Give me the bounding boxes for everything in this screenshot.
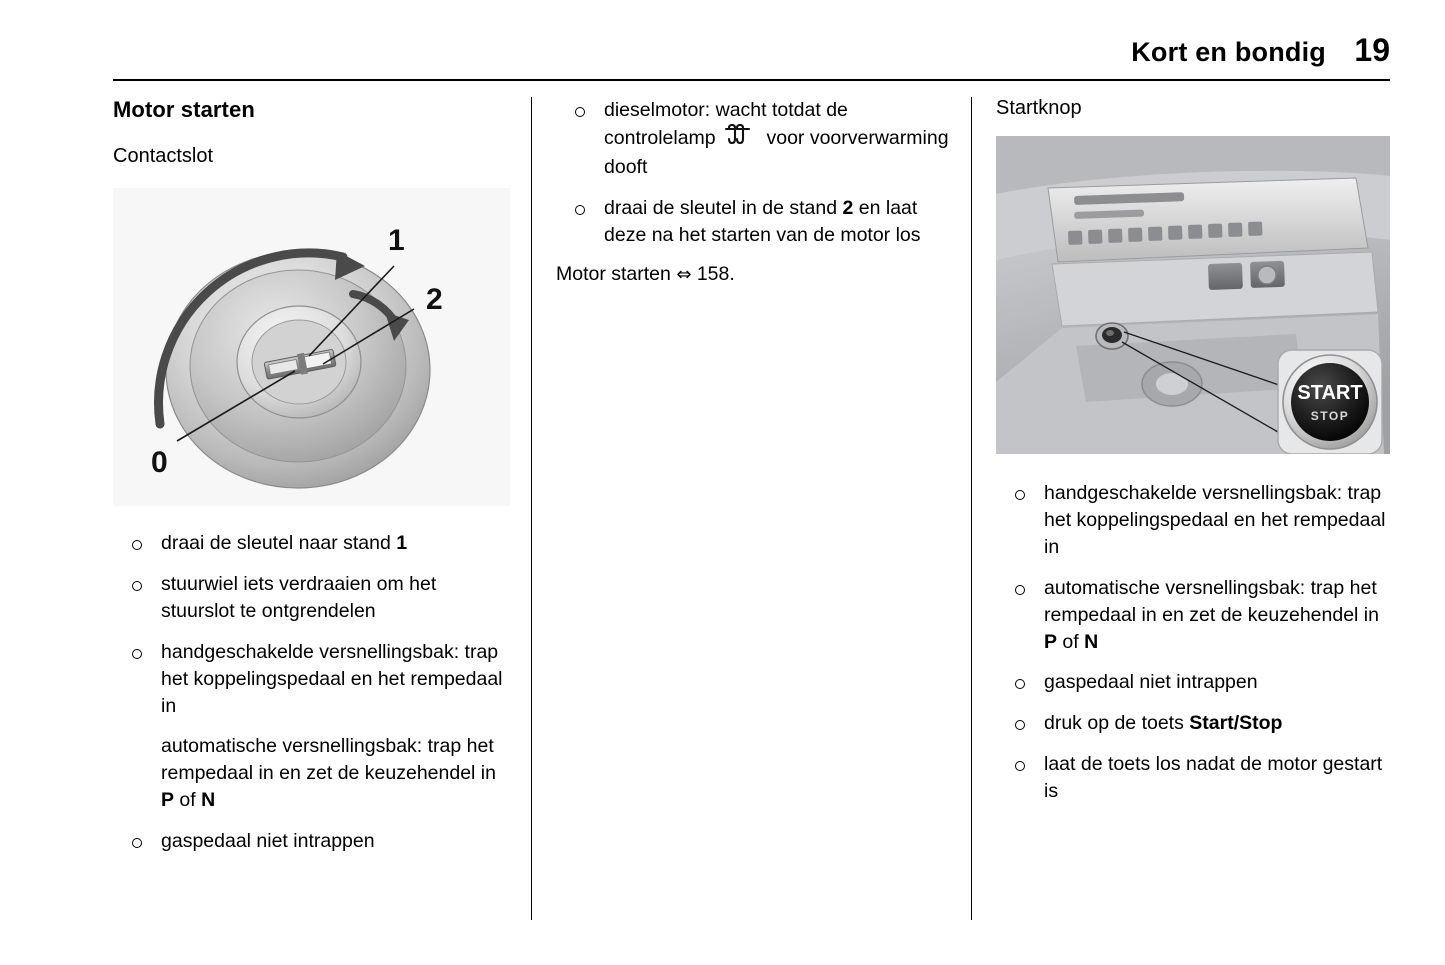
- bullet-text: dieselmotor: wacht totdat de controlelamp: [604, 99, 848, 149]
- bullet-text-after: voor voorverwarming dooft: [604, 126, 949, 178]
- figure-start-button: [996, 136, 1390, 454]
- column-left: [113, 97, 513, 869]
- subsection-title-startknop: Startknop: [996, 97, 1082, 119]
- dashboard-photo-drawing: [996, 136, 1390, 454]
- bullet-list-start-button-steps: [996, 480, 1390, 805]
- bullet-text: handgeschakelde versnellingsbak: trap het koppelingspedaal en het rempedaal in: [161, 640, 503, 717]
- page-title: Kort en bondig: [1131, 37, 1326, 67]
- bullet-text-after: en laat deze na het starten van de motor los: [604, 196, 921, 246]
- bullet-text: gaspedaal niet intrappen: [161, 830, 375, 853]
- column-divider-2: [971, 97, 972, 920]
- figure-ignition-lock: [113, 188, 510, 506]
- bullet-keycap: 1: [396, 532, 408, 554]
- subparagraph-text: automatische versnellingsbak: trap het rempedaal in en zet de keuzehendel in: [161, 735, 496, 785]
- list-item: [556, 195, 956, 249]
- column-divider-1: [531, 97, 532, 920]
- list-item: [113, 639, 513, 814]
- svg-text:2: 2: [426, 283, 443, 316]
- conjunction: of: [174, 789, 202, 812]
- cross-reference-page: 158.: [696, 262, 735, 285]
- start-button-label-top: START: [1297, 382, 1363, 404]
- bullet-keycap: 2: [842, 196, 854, 219]
- start-stop-keycap: Start/Stop: [1189, 712, 1283, 735]
- list-item: [996, 751, 1390, 805]
- gear-position-n: N: [1084, 630, 1099, 653]
- column-middle: [556, 97, 956, 286]
- bullet-text: gaspedaal niet intrappen: [1044, 671, 1258, 694]
- bullet-list-ignition-steps: [113, 530, 513, 855]
- bullet-subparagraph: [161, 733, 513, 814]
- gear-position-p: P: [161, 789, 175, 812]
- list-item: [113, 828, 513, 855]
- ignition-lock-drawing: [113, 188, 510, 506]
- bullet-text: handgeschakelde versnellingsbak: trap het koppelingspedaal en het rempedaal in: [1044, 482, 1386, 558]
- bullet-list-ignition-steps-continued: [556, 97, 956, 249]
- page-number: 19: [1354, 32, 1390, 68]
- list-item: [113, 530, 513, 557]
- list-item: [996, 710, 1390, 737]
- svg-text:1: 1: [388, 224, 405, 257]
- cross-reference-label: Motor starten: [556, 262, 671, 285]
- bullet-text: automatische versnellingsbak: trap het rempedaal in en zet de keuzehendel in: [1044, 576, 1379, 626]
- column-right: [996, 97, 1390, 819]
- section-title-motor-starten: Motor starten: [113, 97, 255, 122]
- subsection-title-contactslot: Contactslot: [113, 145, 214, 167]
- cross-reference: [556, 263, 956, 286]
- gear-position-n: N: [201, 789, 216, 812]
- list-item: [113, 571, 513, 625]
- svg-text:0: 0: [151, 446, 168, 479]
- list-item: [996, 669, 1390, 696]
- cross-reference-arrow-icon: ⇔: [676, 263, 692, 285]
- header-divider: [113, 79, 1390, 81]
- start-button-label-bottom: STOP: [1310, 409, 1350, 423]
- gear-position-p: P: [1044, 630, 1058, 653]
- preheating-indicator-icon: [724, 124, 758, 154]
- bullet-text: draai de sleutel naar stand: [161, 532, 397, 554]
- bullet-text: laat de toets los nadat de motor gestart is: [1044, 753, 1383, 803]
- list-item: [556, 97, 956, 181]
- list-item: [996, 575, 1390, 656]
- bullet-text: draai de sleutel in de stand: [604, 196, 843, 219]
- bullet-text: stuurwiel iets verdraaien om het stuurslot te ontgrendelen: [161, 572, 437, 622]
- bullet-text: druk op de toets: [1044, 712, 1190, 735]
- conjunction: of: [1057, 630, 1085, 653]
- list-item: [996, 480, 1390, 561]
- page-header: [113, 32, 1390, 69]
